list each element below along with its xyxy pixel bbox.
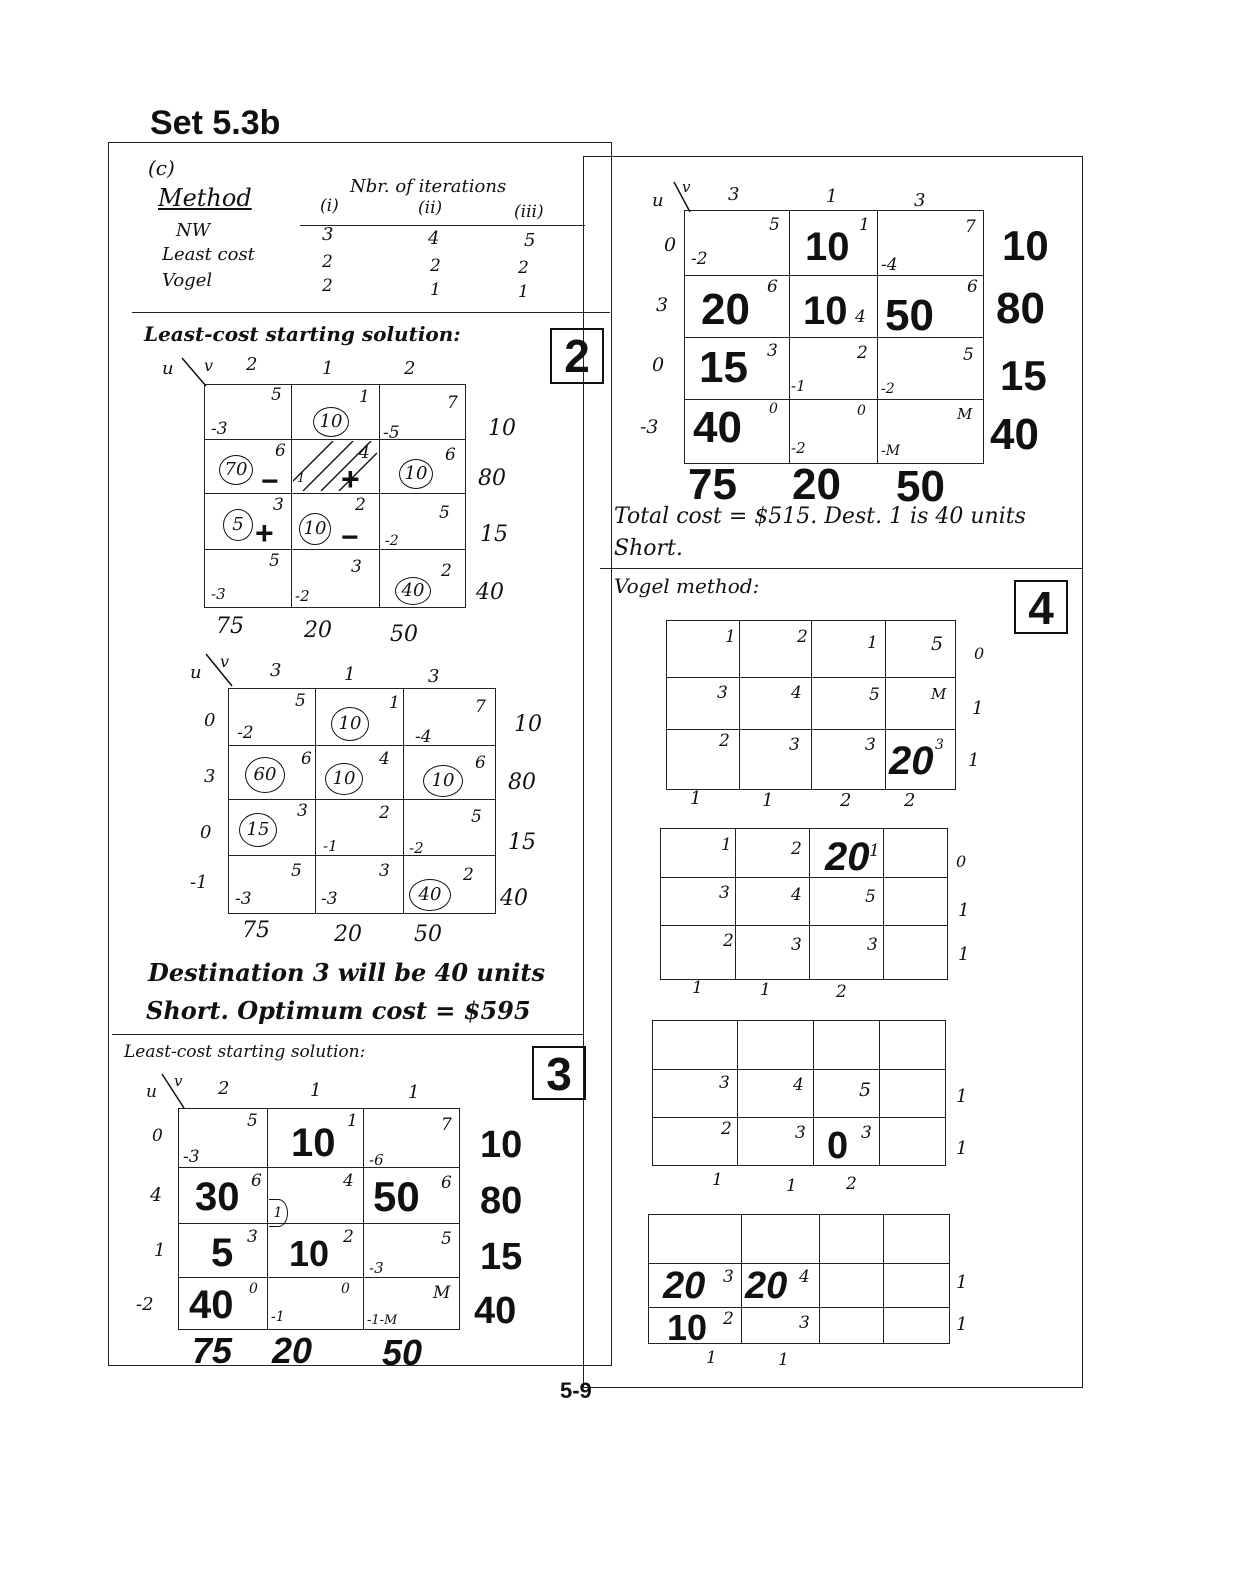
demand: 50 <box>414 922 442 947</box>
u-value: 0 <box>204 710 216 731</box>
supply: 40 <box>474 1290 517 1332</box>
u-value: 0 <box>152 1126 163 1146</box>
cost: 4 <box>855 307 866 327</box>
cost: 3 <box>767 341 778 361</box>
total-cost-note: Total cost = $515. Dest. 1 is 40 units <box>614 504 1026 529</box>
allocation: 40 <box>693 403 742 452</box>
allocation: 10 <box>325 763 363 795</box>
reduced-cost: -2 <box>409 839 424 857</box>
allocation: 10 <box>805 225 850 269</box>
table-cell: 1 <box>518 282 529 302</box>
table-cell: 5 <box>524 230 536 251</box>
cost: 6 <box>301 749 312 769</box>
cost: 3 <box>351 557 362 577</box>
u-label: u <box>652 190 664 211</box>
reduced-cost: -1 <box>323 837 338 855</box>
table-cell: 4 <box>428 228 440 249</box>
cost: 7 <box>965 217 976 237</box>
method-name: NW <box>176 220 211 241</box>
vogel-table <box>648 1214 950 1348</box>
conclusion-note: Short. Optimum cost = $595 <box>146 996 531 1025</box>
u-value: 0 <box>200 822 212 843</box>
reduced-cost: 1 <box>297 471 306 486</box>
cost: 2 <box>719 731 730 751</box>
allocation: 10 <box>299 513 331 545</box>
allocation: 10 <box>313 407 349 437</box>
cost: 3 <box>789 735 800 755</box>
v-value: 2 <box>404 358 416 379</box>
cost: 7 <box>475 697 486 717</box>
penalty-row: 1 <box>956 1272 968 1293</box>
cost: 0 <box>249 1281 258 1297</box>
penalty-row: 1 <box>958 944 970 965</box>
cost: 4 <box>799 1267 810 1287</box>
method-name: Least cost <box>162 244 255 265</box>
cost: 5 <box>439 503 450 523</box>
v-value: 2 <box>246 354 258 375</box>
penalty-col: 1 <box>778 1350 789 1370</box>
cost: 1 <box>721 835 732 855</box>
reduced-cost: -2 <box>237 723 254 743</box>
cost: 1 <box>869 841 880 861</box>
reduced-cost: -1 <box>791 377 806 395</box>
cost: 3 <box>717 683 728 703</box>
cost: 5 <box>295 691 306 711</box>
demand: 75 <box>192 1330 233 1371</box>
supply: 40 <box>500 886 528 911</box>
allocation: 70 <box>219 455 253 485</box>
allocation: 15 <box>239 813 277 847</box>
allocation: 0 <box>827 1125 849 1167</box>
cost: 5 <box>441 1229 452 1249</box>
total-cost-note: Short. <box>614 536 683 561</box>
reduced-cost: -1-M <box>367 1313 398 1328</box>
cost: 2 <box>343 1227 354 1247</box>
supply: 10 <box>480 1124 523 1166</box>
section-number-box: 4 <box>1014 580 1068 634</box>
cost: M <box>433 1283 451 1303</box>
supply: 80 <box>478 466 506 491</box>
v-label: v <box>204 356 214 375</box>
reduced-cost: -3 <box>235 889 252 909</box>
cost: 2 <box>721 1119 732 1139</box>
supply: 10 <box>514 712 542 737</box>
allocation: 10 <box>423 765 463 797</box>
allocation: 40 <box>189 1283 234 1327</box>
page-number: 5-9 <box>560 1378 592 1403</box>
cost: 5 <box>869 685 880 705</box>
v-value: 1 <box>344 664 356 685</box>
table-cell: 2 <box>518 258 529 278</box>
cost: 3 <box>719 883 730 903</box>
penalty-row: 1 <box>956 1086 968 1107</box>
cost: M <box>957 405 973 423</box>
v-value: 1 <box>408 1082 420 1103</box>
part-c-label: (c) <box>148 156 175 180</box>
cost: 2 <box>723 931 734 951</box>
penalty-row: 1 <box>956 1314 968 1335</box>
cost: 5 <box>963 345 974 365</box>
penalty-col: 2 <box>836 982 847 1002</box>
allocation: 10 <box>667 1307 708 1348</box>
plus-sign: + <box>341 461 360 497</box>
supply: 80 <box>996 284 1045 333</box>
cost: 1 <box>867 633 878 653</box>
col-header: (iii) <box>514 202 544 222</box>
u-label: u <box>190 662 202 683</box>
divider <box>112 1034 584 1035</box>
cost: 6 <box>441 1173 452 1193</box>
cost: 5 <box>865 887 876 907</box>
cost: 3 <box>297 801 308 821</box>
cost: 2 <box>797 627 808 647</box>
reduced-cost: -5 <box>383 423 400 443</box>
cost: 4 <box>359 443 370 463</box>
divider <box>132 312 610 313</box>
reduced-cost: -3 <box>211 419 228 439</box>
table-cell: 2 <box>322 276 333 296</box>
v-value: 1 <box>310 1080 322 1101</box>
cost: 2 <box>857 343 868 363</box>
penalty-row: 1 <box>956 1138 968 1159</box>
cost: 5 <box>931 633 944 655</box>
penalty-row: 0 <box>956 852 967 871</box>
method-header: Method <box>158 184 252 212</box>
supply: 15 <box>1000 352 1047 399</box>
reduced-cost: -M <box>881 443 901 459</box>
cost: 1 <box>859 215 870 235</box>
u-value: 0 <box>664 234 677 256</box>
cost: 3 <box>723 1267 734 1287</box>
section-heading: Least-cost starting solution: <box>124 1042 366 1062</box>
penalty-col: 1 <box>712 1170 723 1190</box>
cost: 3 <box>867 935 878 955</box>
demand: 20 <box>334 922 362 947</box>
reduced-cost: -3 <box>183 1147 200 1167</box>
transport-table <box>204 384 466 608</box>
cost: 1 <box>347 1111 358 1131</box>
cost: 6 <box>767 277 778 297</box>
cost: 3 <box>861 1123 872 1143</box>
cost: 5 <box>269 551 280 571</box>
u-value: -2 <box>136 1294 154 1315</box>
vogel-table <box>666 620 956 790</box>
u-value: -3 <box>640 416 659 438</box>
penalty-col: 1 <box>706 1348 717 1368</box>
cost: 3 <box>791 935 802 955</box>
reduced-cost: -2 <box>791 439 806 457</box>
penalty-row: 1 <box>972 698 984 719</box>
plus-sign: + <box>255 515 274 551</box>
allocation: 10 <box>399 459 433 489</box>
allocation: 10 <box>291 1121 336 1165</box>
allocation: 50 <box>885 291 934 340</box>
entering-cell-mark: 1 <box>269 1199 288 1227</box>
reduced-cost: -2 <box>295 587 310 605</box>
demand: 75 <box>242 918 270 943</box>
col-header: (ii) <box>418 198 443 218</box>
reduced-cost: -3 <box>369 1259 384 1277</box>
reduced-cost: -4 <box>881 255 898 275</box>
cost: 5 <box>271 385 282 405</box>
allocation: 10 <box>289 1233 330 1274</box>
v-value: 3 <box>728 184 740 205</box>
demand: 75 <box>216 614 244 639</box>
cost: 5 <box>769 215 780 235</box>
penalty-col: 2 <box>840 790 852 811</box>
penalty-col: 1 <box>762 790 774 811</box>
v-value: 3 <box>270 660 282 681</box>
u-value: 3 <box>656 294 669 316</box>
section-number-box: 2 <box>550 328 604 384</box>
supply: 15 <box>480 522 508 547</box>
reduced-cost: -3 <box>211 585 226 603</box>
reduced-cost: -2 <box>881 381 895 397</box>
cost: 6 <box>275 441 286 461</box>
cost: 2 <box>379 803 390 823</box>
demand: 20 <box>792 460 841 509</box>
allocation: 50 <box>373 1173 420 1220</box>
cost: 2 <box>463 865 474 885</box>
cost: 6 <box>445 445 456 465</box>
allocation: 60 <box>245 757 285 793</box>
cost: 3 <box>799 1313 810 1333</box>
section-number-box: 3 <box>532 1046 586 1100</box>
v-value: 3 <box>914 190 926 211</box>
allocation: 20 <box>663 1265 706 1307</box>
uv-corner-line <box>160 1072 186 1110</box>
penalty-col: 1 <box>692 978 703 998</box>
u-value: 1 <box>154 1240 166 1261</box>
penalty-col: 2 <box>904 790 916 811</box>
uv-corner-line <box>672 180 692 214</box>
demand: 50 <box>382 1332 423 1373</box>
cost: 0 <box>857 403 866 419</box>
cost: 1 <box>389 693 400 713</box>
transport-table <box>178 1108 460 1330</box>
penalty-row: 1 <box>958 900 970 921</box>
section-heading: Least-cost starting solution: <box>144 322 461 346</box>
cost: 3 <box>247 1227 258 1247</box>
allocation: 10 <box>803 289 848 333</box>
cost: 4 <box>379 749 390 769</box>
u-value: 0 <box>652 354 665 376</box>
reduced-cost: -4 <box>415 727 432 747</box>
col-header: (i) <box>320 196 339 216</box>
supply: 15 <box>508 830 536 855</box>
u-label: u <box>146 1082 157 1102</box>
v-value: 3 <box>428 666 440 687</box>
cost: 2 <box>723 1309 734 1329</box>
supply: 15 <box>480 1236 523 1278</box>
u-value: 3 <box>204 766 216 787</box>
demand: 50 <box>896 462 945 511</box>
cost: 2 <box>791 839 802 859</box>
demand: 75 <box>688 460 737 509</box>
cost: 6 <box>251 1171 262 1191</box>
supply: 80 <box>480 1180 523 1222</box>
cost: 4 <box>791 683 802 703</box>
u-value: 4 <box>150 1184 163 1206</box>
penalty-row: 1 <box>968 750 980 771</box>
uv-corner-line <box>204 652 234 688</box>
cost: 3 <box>719 1073 730 1093</box>
cost: 3 <box>865 735 876 755</box>
allocation: 5 <box>223 509 253 541</box>
page-title: Set 5.3b <box>150 104 281 142</box>
u-value: -1 <box>190 872 208 893</box>
supply: 10 <box>488 416 516 441</box>
cost: 0 <box>341 1281 350 1297</box>
cost: 3 <box>379 861 390 881</box>
cost: 7 <box>441 1115 452 1135</box>
cost: 1 <box>725 627 736 647</box>
cost: 2 <box>441 561 452 581</box>
v-value: 2 <box>218 1078 230 1099</box>
penalty-row: 0 <box>974 644 985 663</box>
v-value: 1 <box>826 186 838 207</box>
conclusion-note: Destination 3 will be 40 units <box>148 958 546 987</box>
allocation: 20 <box>701 285 750 334</box>
cost: 6 <box>967 277 978 297</box>
demand: 20 <box>272 1330 313 1371</box>
v-label: v <box>220 652 230 671</box>
cost: 5 <box>471 807 482 827</box>
vogel-table <box>660 828 948 980</box>
allocation: 40 <box>409 879 451 911</box>
cost: M <box>931 685 947 703</box>
section-heading: Vogel method: <box>614 574 760 598</box>
penalty-col: 1 <box>786 1176 797 1196</box>
v-label: v <box>682 178 691 196</box>
v-value: 1 <box>322 358 334 379</box>
table-cell: 1 <box>430 280 441 300</box>
minus-sign: − <box>341 521 359 554</box>
supply: 40 <box>990 410 1039 459</box>
allocation: 5 <box>211 1231 234 1275</box>
allocation: 10 <box>331 707 369 741</box>
demand: 20 <box>304 618 332 643</box>
transport-table <box>228 688 496 914</box>
nbr-iterations-header: Nbr. of iterations <box>350 176 507 197</box>
cost: 3 <box>935 737 944 753</box>
allocation: 20 <box>825 835 870 879</box>
cost: 3 <box>273 495 284 515</box>
cost: 2 <box>355 495 366 515</box>
cost: 4 <box>343 1171 354 1191</box>
divider <box>600 568 1082 569</box>
cost: 5 <box>247 1111 258 1131</box>
allocation: 15 <box>699 343 748 392</box>
supply: 80 <box>508 770 536 795</box>
cost: 5 <box>291 861 302 881</box>
u-label: u <box>162 358 174 379</box>
cost: 5 <box>859 1079 872 1101</box>
reduced-cost: -3 <box>321 889 338 909</box>
cost: 0 <box>769 401 778 417</box>
cost: 4 <box>793 1075 804 1095</box>
supply: 40 <box>476 580 504 605</box>
penalty-col: 1 <box>690 788 702 809</box>
allocation: 40 <box>395 577 431 605</box>
reduced-cost: -2 <box>691 249 708 269</box>
cost: 1 <box>359 387 370 407</box>
method-name: Vogel <box>162 270 213 291</box>
reduced-cost: -1 <box>271 1309 285 1325</box>
supply: 10 <box>1002 222 1049 269</box>
table-rule <box>300 225 585 226</box>
v-label: v <box>174 1072 183 1090</box>
cost: 6 <box>475 753 486 773</box>
allocation: 20 <box>889 739 934 783</box>
allocation: 30 <box>195 1175 240 1219</box>
table-cell: 2 <box>322 252 333 272</box>
demand: 50 <box>390 622 418 647</box>
reduced-cost: -2 <box>385 533 399 549</box>
cost: 4 <box>791 885 802 905</box>
cost: 7 <box>447 393 458 413</box>
reduced-cost: -6 <box>369 1151 384 1169</box>
cost: 3 <box>795 1123 806 1143</box>
vogel-table <box>652 1020 946 1166</box>
table-cell: 2 <box>430 256 441 276</box>
transport-table <box>684 210 984 464</box>
penalty-col: 1 <box>760 980 771 1000</box>
minus-sign: − <box>261 465 279 498</box>
penalty-col: 2 <box>846 1174 857 1194</box>
table-cell: 3 <box>322 224 334 245</box>
allocation: 20 <box>745 1265 788 1307</box>
